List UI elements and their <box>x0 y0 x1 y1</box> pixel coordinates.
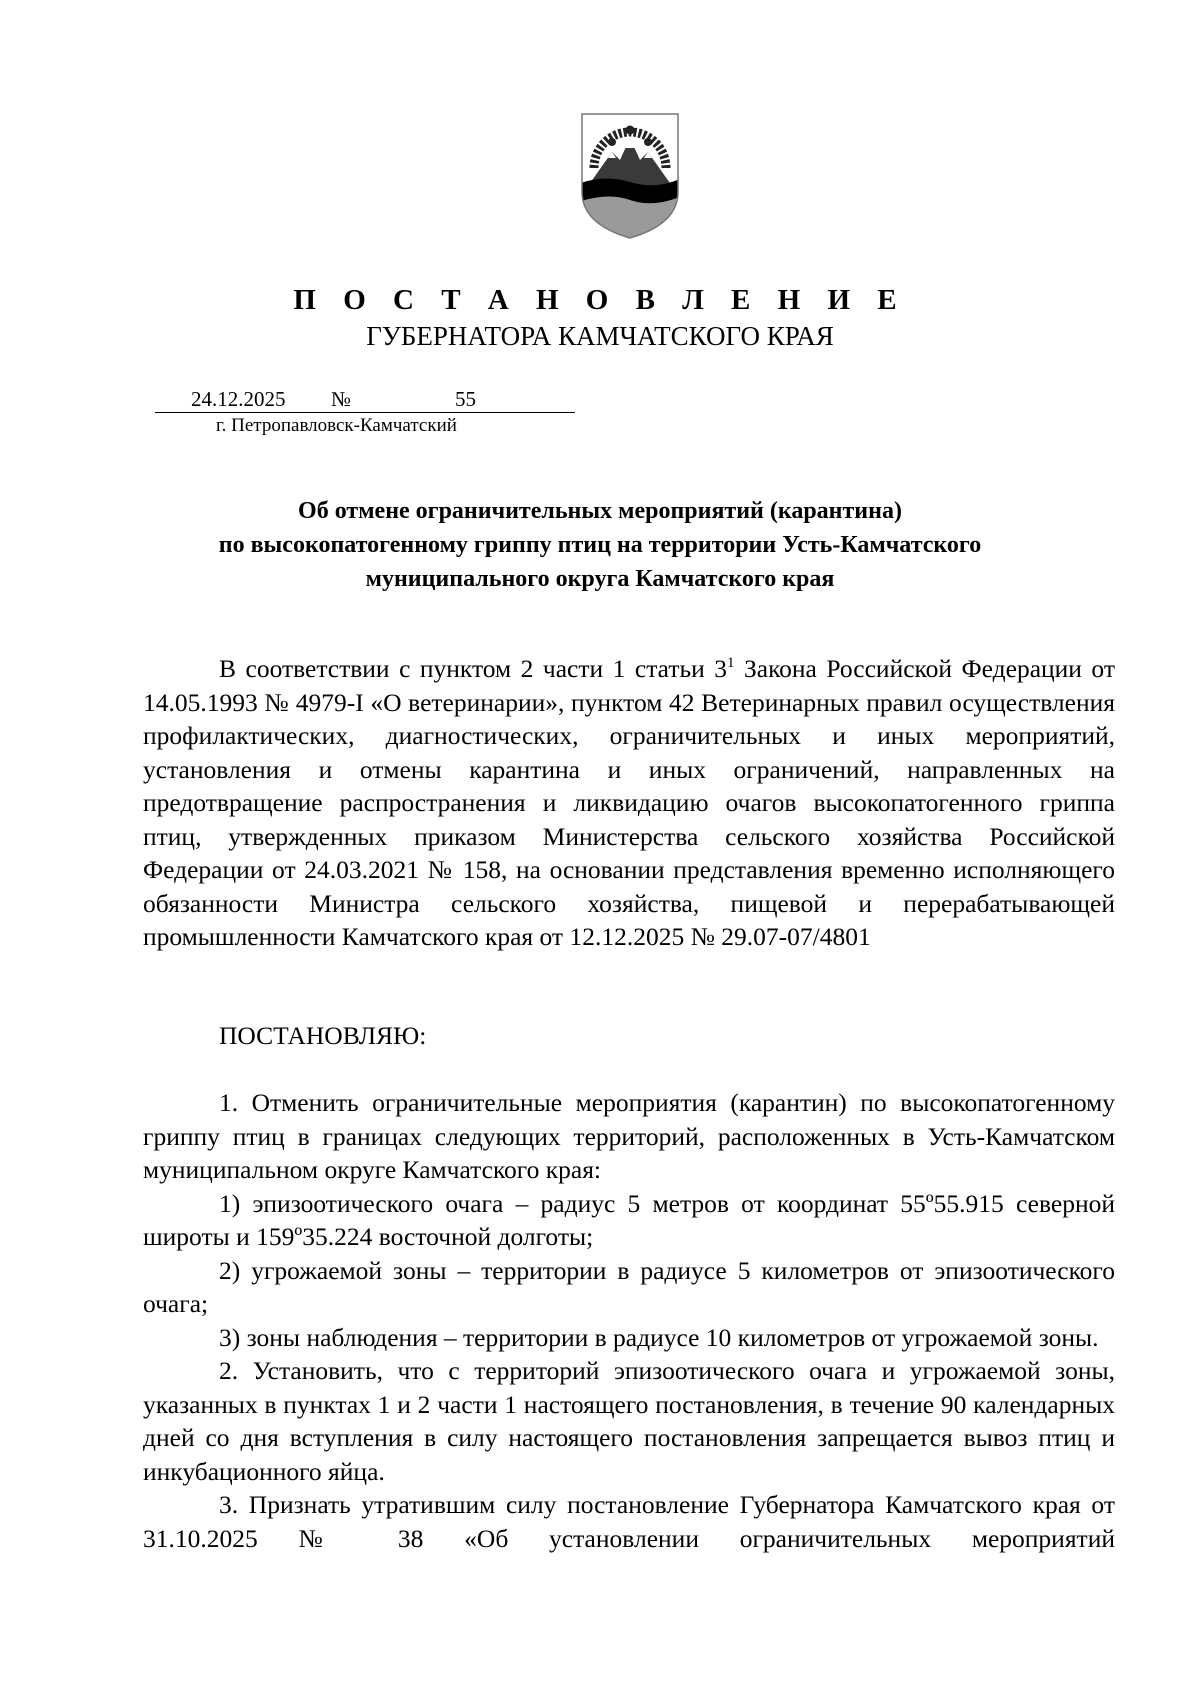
city-of-issue: г. Петропавловск-Камчатский <box>216 415 457 436</box>
date-number-line <box>155 386 575 413</box>
decree-subpoint: 3) зоны наблюдения – территории в радиусе 10 километров от угрожаемой зоны. <box>219 1322 1099 1352</box>
article-superscript: 1 <box>726 655 735 671</box>
decree-point: 3. Признать утратившим силу постановление Губернатора Камчатского края от 31.10.2025 № 38 «Об установлении ограничительных мероприятий <box>143 1490 1115 1553</box>
document-title-line: по высокопатогенному гриппу птиц на территории Усть-Камчатского <box>218 532 982 558</box>
document-number: 55 <box>455 387 476 411</box>
decree-points <box>143 1086 1115 1589</box>
number-sign: № <box>331 387 352 411</box>
decree-subpoint: 1) эпизоотического очага – радиус 5 метров от координат 55º55.915 северной широты и 159º35.224 восточной долготы; <box>143 1188 1115 1251</box>
decree-point: 2. Установить, что с территорий эпизоотического очага и угрожаемой зоны, указанных в пунктах 1 и 2 части 1 настоящего постановления, в течение 90 календарных дней со дня вступления в силу настоящего постановления запрещается вывоз птиц и инкубационного яйца. <box>143 1356 1115 1486</box>
decree-point: 1. Отменить ограничительные мероприятия (карантин) по высокопатогенному гриппу птиц в границах следующих территорий, расположенных в Усть-Камчатском муниципальном округе Камчатского края: <box>143 1088 1115 1184</box>
preamble-text: Закона Российской Федерации от 14.05.1993 № 4979-I «О ветеринарии», пунктом 42 Ветеринарных правил осуществления профилактических, диагностических, ограничительных и иных мероприятий, установления и отмены карантина и иных ограничений, направленных на предотвращение распространения и ликвидацию очагов высокопатогенного гриппа птиц, утвержденных приказом Министерства сельского хозяйства Российской Федерации от 24.03.2021 № 158, на основании представления временно исполняющего обязанности Министра сельского хозяйства, пищевой и перерабатывающей промышленности Камчатского края от 12.12.2025 № 29.07-07/4801 <box>143 654 1115 951</box>
document-type-heading: П О С Т А Н О В Л Е Н И Е <box>293 284 907 316</box>
issuing-authority: ГУБЕРНАТОРА КАМЧАТСКОГО КРАЯ <box>366 321 834 351</box>
kamchatka-coat-of-arms-icon <box>578 112 682 240</box>
preamble-paragraph <box>143 652 1115 954</box>
document-title-line: муниципального округа Камчатского края <box>365 566 835 592</box>
document-title <box>120 494 1080 596</box>
preamble-text: В соответствии с пунктом 2 части 1 статьи 3 <box>219 654 727 683</box>
document-date: 24.12.2025 <box>191 387 286 411</box>
decree-subpoint: 2) угрожаемой зоны – территории в радиусе 5 километров от эпизоотического очага; <box>143 1255 1115 1318</box>
document-title-line: Об отмене ограничительных мероприятий (карантина) <box>298 498 902 524</box>
decree-word: ПОСТАНОВЛЯЮ: <box>219 1021 427 1050</box>
